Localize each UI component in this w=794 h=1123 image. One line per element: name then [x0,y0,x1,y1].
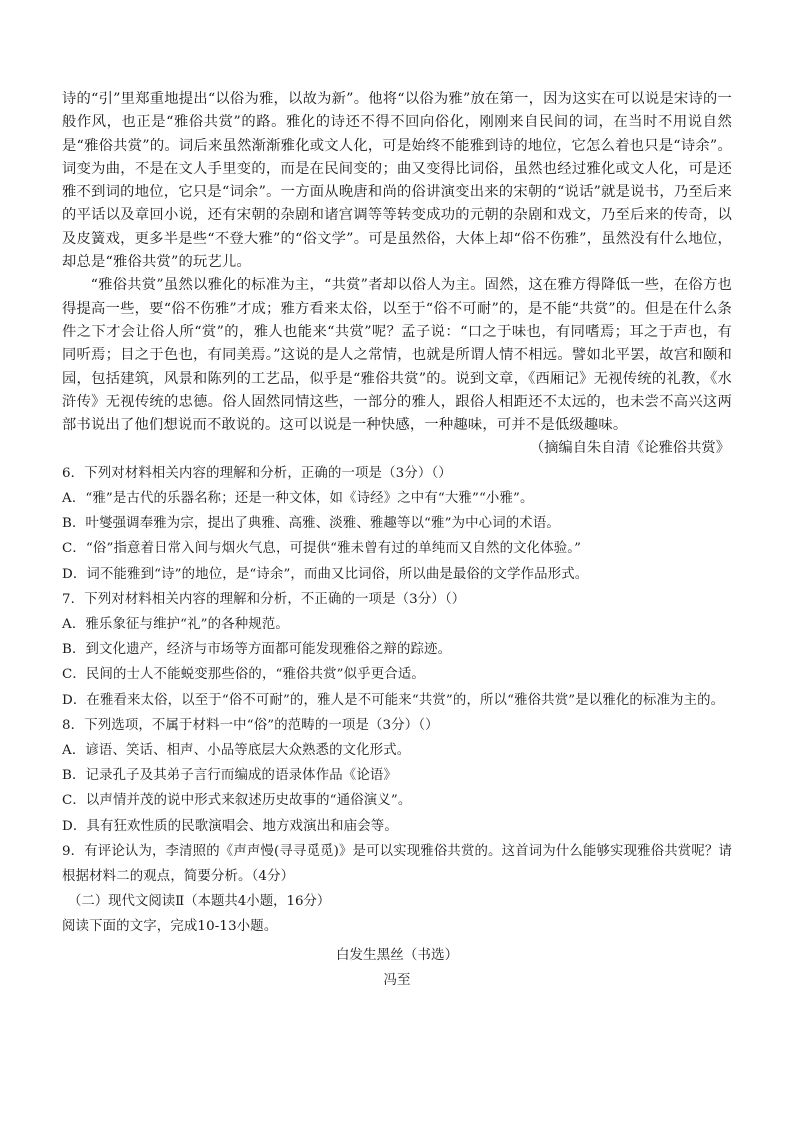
question-9 [62,839,732,889]
article-author: 冯至 [383,971,411,988]
passage-paragraph-2: “雅俗共赏”虽然以雅化的标准为主，“共赏”者却以俗人为主。固然，这在雅方得降低一些，在俗方也得提高一些，要“俗不伤雅”才成；雅方看来太俗，以至于“俗不可耐”的，是不能“共赏”的。但是在什么条件之下才会让俗人所“赏”的，雅人也能来“共赏”呢？孟子说：“口之于味也，有同嗜焉；耳之于声也，有同听焉；目之于色也，有同美焉。”这说的是人之常情，也就是所谓人情不相远。譬如北平罢，故宫和颐和园，包括建筑，风景和陈列的工艺品，似乎是“雅俗共赏”的。说到文章，《西厢记》无视传统的礼教，《水浒传》无视传统的忠德。俗人固然同情这些，一部分的雅人，跟俗人相距还不太远的，也未尝不高兴这两部书说出了他们想说而不敢说的。这可以说是一种快感，一种趣味，可并不是低级趣味。 [62,277,732,434]
section-2-instruction: 阅读下面的文字，完成10-13小题。 [62,919,278,935]
question-8-option-c: C．以声情并茂的说中形式来叙述历史故事的“通俗演义”。 [62,793,412,809]
question-8-option-a: A．谚语、笑话、相声、小品等底层大众熟悉的文化形式。 [62,742,411,758]
section-2-heading: （二）现代文阅读Ⅱ（本题共4小题，16分） [68,894,331,910]
exam-page [62,88,732,993]
question-6-stem: 6．下列对材料相关内容的理解和分析，正确的一项是（3分）（） [62,465,452,481]
article-title: 白发生黑丝（书选） [335,946,459,963]
question-6-option-d: D．词不能雅到“诗”的地位，是“诗余”，而曲又比词俗，所以曲是最俗的文学作品形式。 [62,566,589,582]
question-6 [62,461,732,587]
question-9-stem: 9．有评论认为，李清照的《声声慢(寻寻觅觅)》是可以实现雅俗共赏的。这首词为什么能够实现雅俗共赏呢？请根据材料二的观点，简要分析。（4分） [62,843,732,884]
question-7-option-a: A．雅乐象征与维护“礼”的各种规范。 [62,616,289,632]
question-6-option-a: A．“雅”是古代的乐器名称；还是一种文体，如《诗经》之中有“大雅”“小雅”。 [62,490,534,506]
question-8 [62,713,732,839]
question-8-stem: 8．下列选项，不属于材料一中“俗”的范畴的一项是（3分）（） [62,717,439,733]
question-7-stem: 7．下列对材料相关内容的理解和分析，不正确的一项是（3分）（） [62,591,466,607]
question-8-option-b: B．记录孔子及其弟子言行而编成的语录体作品《论语》 [62,768,397,784]
passage-source: （摘编自朱自清《论雅俗共赏》 [529,440,730,457]
question-7-option-b: B．到文化遗产，经济与市场等方面都可能发现雅俗之辩的踪迹。 [62,642,452,658]
question-6-option-b: B．叶燮强调奉雅为宗，提出了典雅、高雅、淡雅、雅趣等以“雅”为中心词的术语。 [62,516,560,532]
question-7-option-c: C．民间的士人不能蜕变那些俗的，“雅俗共赏”似乎更合适。 [62,667,425,683]
question-7-option-d: D．在雅看来太俗，以至于“俗不可耐”的，雅人是不可能来“共赏”的，所以“雅俗共赏”是以雅化的标准为主的。 [62,692,725,708]
question-6-option-c: C．“俗”指意着日常入间与烟火气息，可提供“雅未曾有过的单纯而又自然的文化体验。” [62,541,582,557]
question-7 [62,587,732,713]
passage-paragraph-1: 诗的“引”里郑重地提出“以俗为雅，以故为新”。他将“以俗为雅”放在第一，因为这实在可以说是宋诗的一般作风，也正是“雅俗共赏”的路。雅化的诗还不得不回向俗化，刚刚来自民间的词，在当时不用说自然是“雅俗共赏”的。词后来虽然渐渐雅化或文人化，可是始终不能雅到诗的地位，它怎么着也只是“诗余”。词变为曲，不是在文人手里变的，而是在民间变的；曲又变得比词俗，虽然也经过雅化或文人化，可是还雅不到词的地位，它只是“词余”。一方面从晚唐和尚的俗讲演变出来的宋朝的“说话”就是说书，乃至后来的平话以及章回小说，还有宋朝的杂剧和诸宫调等等转变成功的元朝的杂剧和戏文，乃至后来的传奇，以及皮簧戏，更多半是些“不登大雅”的“俗文学”。可是虽然俗，大体上却“俗不伤雅”，虽然没有什么地位，却总是“雅俗共赏”的玩艺儿。 [62,91,732,271]
question-8-option-d: D．具有狂欢性质的民歌演唱会、地方戏演出和庙会等。 [62,818,398,834]
